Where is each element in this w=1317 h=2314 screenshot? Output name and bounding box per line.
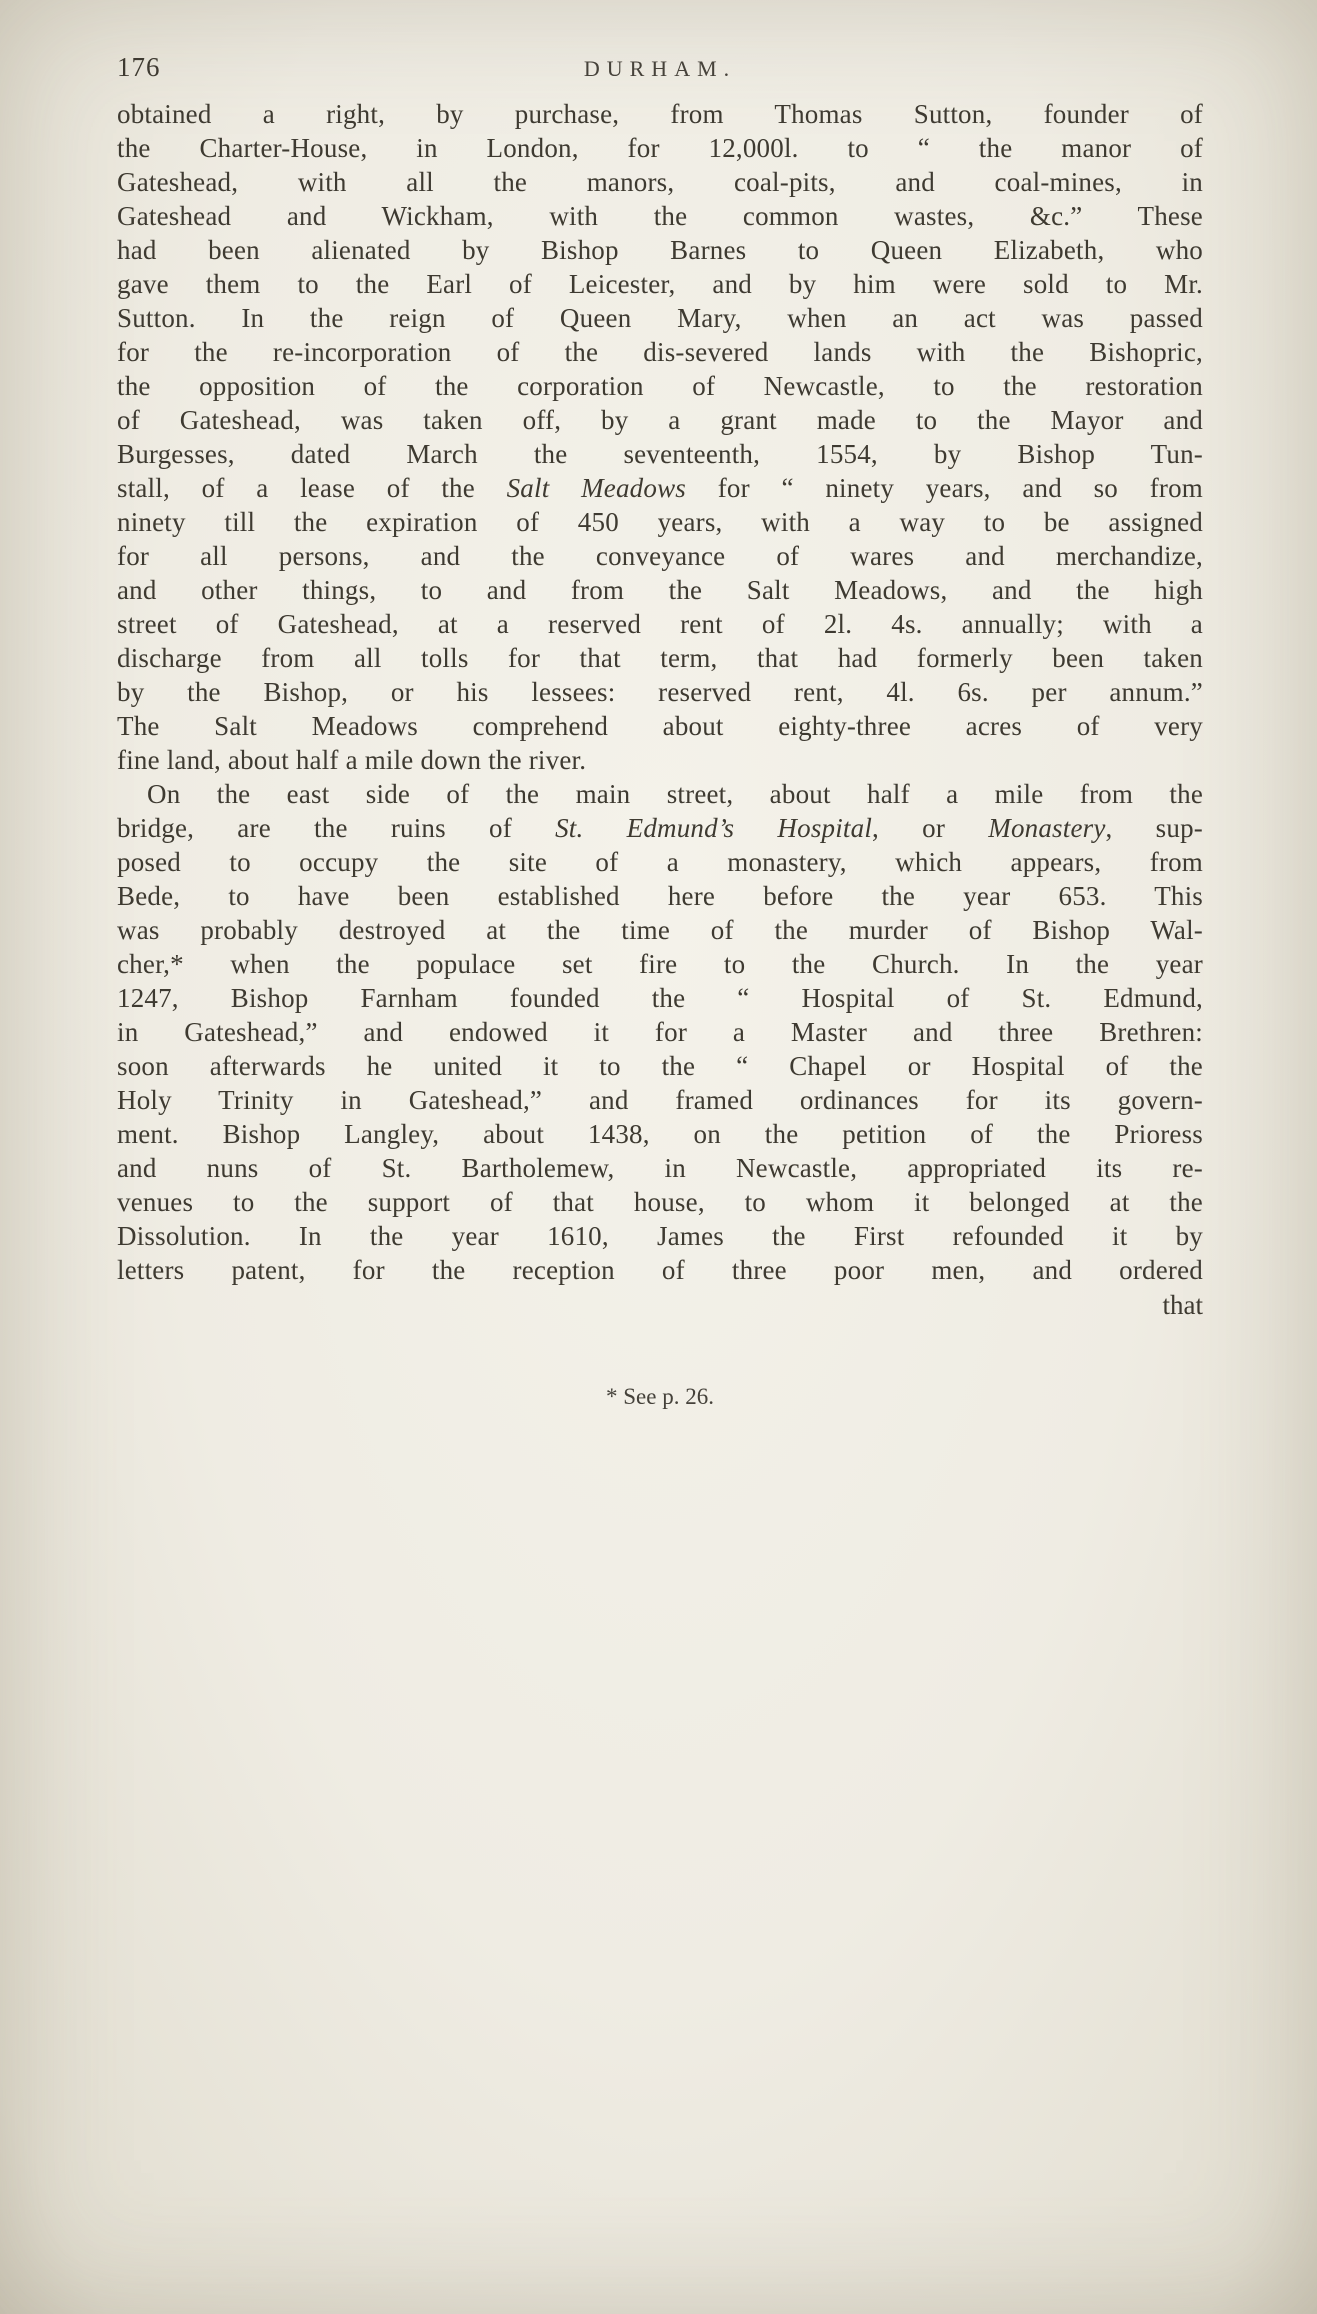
text-line <box>117 1253 1203 1287</box>
text-segment: posed to occupy the site of a monastery, which appears, from <box>117 847 1203 877</box>
text-segment: cher,* when the populace set fire to the Church. In the year <box>117 949 1203 979</box>
running-title: DURHAM. <box>583 56 737 81</box>
text-segment: bridge, are the ruins of <box>117 813 556 843</box>
text-segment: the Charter-House, in London, for 12,000l. to “ the manor of <box>117 133 1203 163</box>
text-line <box>117 199 1203 233</box>
text-segment: Holy Trinity in Gateshead,” and framed ordinances for its govern- <box>117 1085 1203 1115</box>
text-segment: soon afterwards he united it to the “ Chapel or Hospital of the <box>117 1051 1203 1081</box>
text-segment: obtained a right, by purchase, from Thomas Sutton, founder of <box>117 99 1203 129</box>
text-line <box>117 607 1203 641</box>
text-segment: discharge from all tolls for that term, that had formerly been taken <box>117 643 1203 673</box>
text-line <box>117 131 1203 165</box>
text-line <box>117 471 1203 505</box>
text-line <box>117 97 1203 131</box>
text-segment: for all persons, and the conveyance of wares and merchandize, <box>117 541 1203 571</box>
text-segment: ninety till the expiration of 450 years, with a way to be assigned <box>117 507 1203 537</box>
text-line <box>117 1151 1203 1185</box>
text-line <box>117 811 1203 845</box>
text-segment: street of Gateshead, at a reserved rent of 2l. 4s. annually; with a <box>117 609 1203 639</box>
italic-text: St. Edmund’s Hospital <box>555 813 873 843</box>
text-line <box>117 947 1203 981</box>
text-segment: Bede, to have been established here before the year 653. This <box>117 881 1203 911</box>
text-segment: for the re-incorporation of the dis-severed lands with the Bishopric, <box>117 337 1203 367</box>
text-line <box>117 675 1203 709</box>
text-line <box>117 505 1203 539</box>
text-line <box>117 913 1203 947</box>
text-segment: On the east side of the main street, about half a mile from the <box>147 779 1203 809</box>
text-segment: ment. Bishop Langley, about 1438, on the petition of the Prioress <box>117 1119 1203 1149</box>
text-line <box>117 1083 1203 1117</box>
text-segment: , sup- <box>1105 813 1203 843</box>
text-line <box>117 165 1203 199</box>
text-segment: had been alienated by Bishop Barnes to Queen Elizabeth, who <box>117 235 1203 265</box>
text-line <box>117 233 1203 267</box>
body-text <box>117 97 1203 1287</box>
text-line <box>117 777 1203 811</box>
page-number: 176 <box>117 52 161 82</box>
text-line <box>117 403 1203 437</box>
text-line <box>117 301 1203 335</box>
text-segment: Gateshead, with all the manors, coal-pits, and coal-mines, in <box>117 167 1203 197</box>
page-header <box>117 52 1203 92</box>
italic-text: Salt Meadows <box>506 473 686 503</box>
text-segment: venues to the support of that house, to whom it belonged at the <box>117 1187 1203 1217</box>
catchword: that <box>1162 1290 1203 1320</box>
text-segment: the opposition of the corporation of Newcastle, to the restoration <box>117 371 1203 401</box>
text-segment: 1247, Bishop Farnham founded the “ Hospital of St. Edmund, <box>117 983 1203 1013</box>
text-segment: Gateshead and Wickham, with the common wastes, &c.” These <box>117 201 1203 231</box>
text-line <box>117 1049 1203 1083</box>
text-segment: The Salt Meadows comprehend about eighty-three acres of very <box>117 711 1203 741</box>
text-segment: of Gateshead, was taken off, by a grant made to the Mayor and <box>117 405 1203 435</box>
text-line <box>117 709 1203 743</box>
text-line <box>117 1117 1203 1151</box>
text-line <box>117 845 1203 879</box>
text-line <box>117 267 1203 301</box>
text-segment: for “ ninety years, and so from <box>686 473 1203 503</box>
text-segment: letters patent, for the reception of three poor men, and ordered <box>117 1255 1203 1285</box>
italic-text: Monastery <box>988 813 1106 843</box>
text-line <box>117 1219 1203 1253</box>
text-segment: in Gateshead,” and endowed it for a Master and three Brethren: <box>117 1017 1203 1047</box>
text-segment: Sutton. In the reign of Queen Mary, when an act was passed <box>117 303 1203 333</box>
text-segment: and other things, to and from the Salt Meadows, and the high <box>117 575 1203 605</box>
text-segment: gave them to the Earl of Leicester, and by him were sold to Mr. <box>117 269 1203 299</box>
text-line <box>117 879 1203 913</box>
text-line <box>117 369 1203 403</box>
text-line <box>117 641 1203 675</box>
text-line <box>117 573 1203 607</box>
text-line <box>117 539 1203 573</box>
footnote: * See p. 26. <box>606 1384 714 1409</box>
text-line <box>117 437 1203 471</box>
text-segment: Burgesses, dated March the seventeenth, 1554, by Bishop Tun- <box>117 439 1203 469</box>
text-line <box>117 335 1203 369</box>
text-segment: by the Bishop, or his lessees: reserved rent, 4l. 6s. per annum.” <box>117 677 1203 707</box>
text-segment: stall, of a lease of the <box>117 473 507 503</box>
text-segment: and nuns of St. Bartholemew, in Newcastle, appropriated its re- <box>117 1153 1203 1183</box>
text-line <box>117 1185 1203 1219</box>
text-segment: , or <box>872 813 989 843</box>
text-segment: Dissolution. In the year 1610, James the First refounded it by <box>117 1221 1203 1251</box>
text-line <box>117 981 1203 1015</box>
text-segment: was probably destroyed at the time of the murder of Bishop Wal- <box>117 915 1203 945</box>
text-line <box>117 1015 1203 1049</box>
text-line <box>117 743 1203 777</box>
text-segment: fine land, about half a mile down the river. <box>117 745 587 775</box>
